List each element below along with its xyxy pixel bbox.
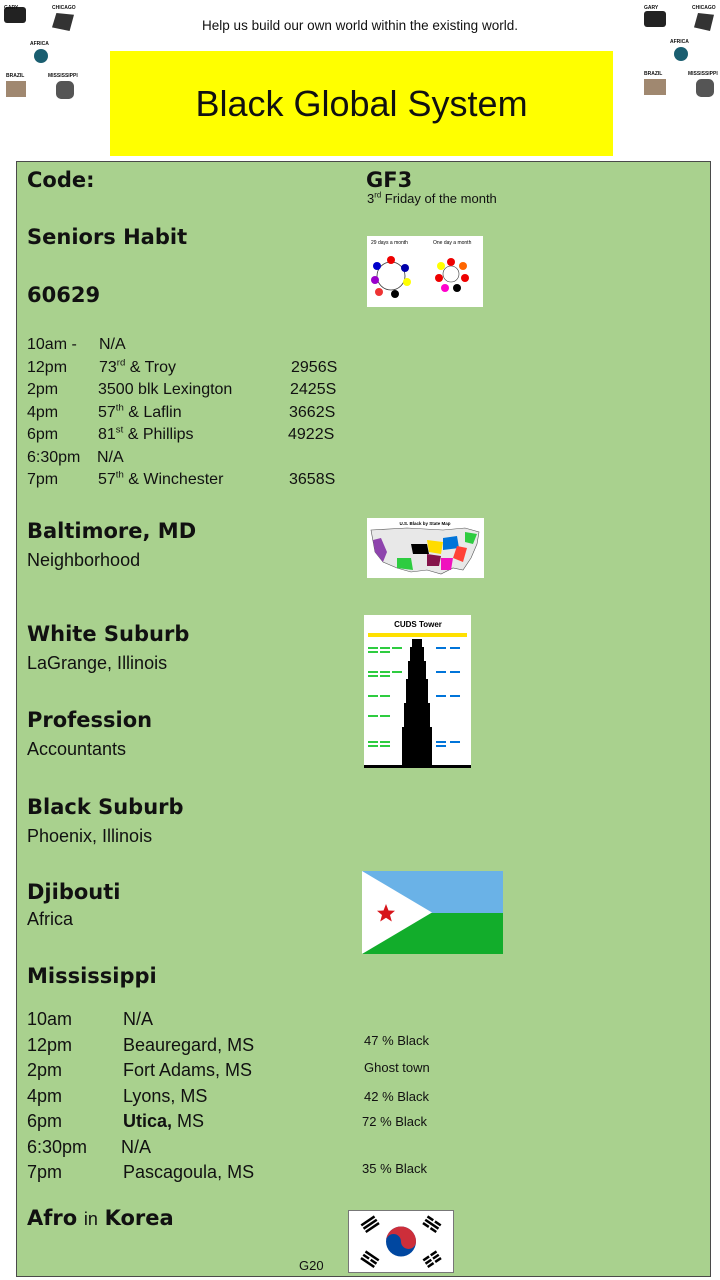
ms-stat: 42 % Black <box>364 1089 430 1104</box>
mississippi-label: MISSISSIPPI <box>688 71 718 77</box>
street-name: & Phillips <box>123 426 194 443</box>
brazil-thumb <box>644 79 666 95</box>
ms-place: Fort Adams, MS <box>123 1060 253 1080</box>
ms-place-post: MS <box>172 1111 205 1131</box>
ms-time: 7pm <box>27 1162 63 1182</box>
ms-row <box>27 1135 357 1161</box>
footer-code: G20 <box>299 1258 324 1273</box>
mississippi-schedule <box>27 1007 357 1186</box>
schedule-code: 3662S <box>289 403 336 421</box>
schedule-note <box>367 191 497 206</box>
circle-diagram-svg <box>367 236 483 307</box>
schedule-time: 6pm <box>27 426 59 443</box>
schedule-code: 3658S <box>289 471 336 488</box>
schedule-place <box>98 424 194 447</box>
mini-right-label: One day a month <box>433 240 472 246</box>
corner-graphic-right <box>640 5 720 105</box>
ms-place: Lyons, MS <box>123 1085 208 1106</box>
gary-label: GARY <box>644 5 659 11</box>
schedule-place: 3500 blk Lexington <box>98 381 233 398</box>
page-title-banner <box>110 51 613 156</box>
ms-stat: 35 % Black <box>362 1161 428 1176</box>
gary-label: GARY <box>4 5 19 11</box>
page-title: Black Global System <box>195 82 528 124</box>
schedule-row <box>27 424 357 447</box>
chicago-label: CHICAGO <box>52 5 76 11</box>
ms-time: 10am <box>27 1009 73 1029</box>
us-map-svg <box>367 518 484 578</box>
schedule-row <box>27 357 357 380</box>
schedule-place <box>98 402 182 425</box>
us-map-image <box>367 518 484 578</box>
street-number: 81 <box>98 426 116 443</box>
schedule-note-num: 3 <box>367 191 375 206</box>
cuds-tower-image <box>364 615 471 768</box>
africa-label: AFRICA <box>30 41 49 47</box>
gary-thumb <box>644 11 666 27</box>
ms-stat: 72 % Black <box>362 1114 428 1129</box>
ms-row <box>27 1058 357 1084</box>
korea-flag <box>348 1210 454 1273</box>
brazil-label: BRAZIL <box>6 73 25 79</box>
schedule-place: N/A <box>97 448 124 466</box>
korea-word1: Afro <box>27 1206 78 1230</box>
schedule-code: 2425S <box>290 381 337 398</box>
white-suburb-heading: White Suburb <box>27 622 190 646</box>
ms-row <box>27 1033 357 1059</box>
ordinal-suffix: st <box>115 424 124 436</box>
schedule-time: 12pm <box>27 358 68 376</box>
ms-time: 6pm <box>27 1111 63 1131</box>
street-name: & Troy <box>125 358 177 376</box>
street-name: & Winchester <box>123 471 224 488</box>
baltimore-sub: Neighborhood <box>27 550 141 570</box>
black-suburb-heading: Black Suburb <box>27 795 184 819</box>
ordinal-suffix: th <box>115 469 124 481</box>
ms-time: 6:30pm <box>27 1136 88 1157</box>
ordinal-suffix: rd <box>116 357 126 369</box>
ms-time: 4pm <box>27 1085 63 1106</box>
korea-word2: in <box>83 1209 98 1229</box>
mississippi-thumb <box>56 81 74 99</box>
mississippi-thumb <box>696 79 714 97</box>
schedule-place <box>98 469 223 492</box>
baltimore-heading: Baltimore, MD <box>27 519 197 543</box>
profession-sub: Accountants <box>27 739 127 759</box>
schedule-note-rest: Friday of the month <box>381 191 497 206</box>
corner-graphic-left <box>2 5 82 105</box>
code-label: Code: <box>27 168 95 192</box>
schedule-time: 4pm <box>27 403 59 421</box>
schedule-row <box>27 469 357 492</box>
zip-code-heading: 60629 <box>27 283 101 307</box>
djibouti-flag-svg <box>362 871 503 954</box>
djibouti-flag <box>362 871 503 954</box>
code-value: GF3 <box>366 168 413 192</box>
africa-globe <box>674 47 688 61</box>
ms-place: N/A <box>123 1009 154 1029</box>
ms-place: Pascagoula, MS <box>123 1162 255 1182</box>
street-name: & Laflin <box>123 403 182 421</box>
chicago-schedule <box>27 334 357 492</box>
ms-place <box>123 1109 204 1135</box>
ms-stat: 47 % Black <box>364 1033 430 1048</box>
schedule-row <box>27 334 357 357</box>
tagline: Help us build our own world within the existing world. <box>202 18 518 33</box>
ms-row <box>27 1084 357 1110</box>
seniors-habit-heading: Seniors Habit <box>27 225 188 249</box>
schedule-note-sup: rd <box>374 190 382 200</box>
ms-time: 12pm <box>27 1034 73 1055</box>
tower-title: CUDS Tower <box>394 620 442 629</box>
black-suburb-sub: Phoenix, Illinois <box>27 826 153 846</box>
korea-word3: Korea <box>104 1206 174 1230</box>
chicago-thumb <box>52 13 74 31</box>
brazil-thumb <box>6 81 26 97</box>
schedule-code: 4922S <box>288 426 335 443</box>
ms-place: N/A <box>121 1136 152 1157</box>
ms-time: 2pm <box>27 1060 63 1080</box>
korea-heading <box>27 1206 174 1230</box>
map-title: U.S. Black by State Map <box>399 521 451 526</box>
brazil-label: BRAZIL <box>644 71 663 77</box>
schedule-row <box>27 447 357 470</box>
djibouti-sub: Africa <box>27 909 74 929</box>
street-number: 57 <box>98 471 116 488</box>
ms-row <box>27 1160 357 1186</box>
ms-row <box>27 1007 357 1033</box>
ms-place: Beauregard, MS <box>123 1034 255 1055</box>
street-number: 57 <box>98 403 116 421</box>
schedule-time: 2pm <box>27 381 59 398</box>
schedule-time: 6:30pm <box>27 448 81 466</box>
circle-diagram-image <box>367 236 483 307</box>
white-suburb-sub: LaGrange, Illinois <box>27 653 168 673</box>
cuds-tower-svg <box>364 615 471 768</box>
schedule-place: N/A <box>99 336 126 353</box>
mississippi-heading: Mississippi <box>27 964 157 988</box>
mini-left-label: 29 days a month <box>371 240 408 246</box>
djibouti-heading: Djibouti <box>27 880 121 904</box>
ordinal-suffix: th <box>115 402 124 414</box>
schedule-row <box>27 402 357 425</box>
schedule-time: 10am - <box>27 336 77 353</box>
ms-stat: Ghost town <box>364 1060 430 1075</box>
profession-heading: Profession <box>27 708 153 732</box>
chicago-label: CHICAGO <box>692 5 716 11</box>
korea-flag-svg <box>348 1210 454 1273</box>
ms-place-bold: Utica, <box>123 1111 173 1131</box>
schedule-time: 7pm <box>27 471 59 488</box>
schedule-place <box>99 357 176 380</box>
africa-globe <box>34 49 48 63</box>
chicago-thumb <box>694 13 714 31</box>
schedule-row <box>27 379 357 402</box>
ms-row <box>27 1109 357 1135</box>
schedule-code: 2956S <box>291 358 338 376</box>
street-number: 73 <box>99 358 117 376</box>
mississippi-label: MISSISSIPPI <box>48 73 78 79</box>
africa-label: AFRICA <box>670 39 689 45</box>
